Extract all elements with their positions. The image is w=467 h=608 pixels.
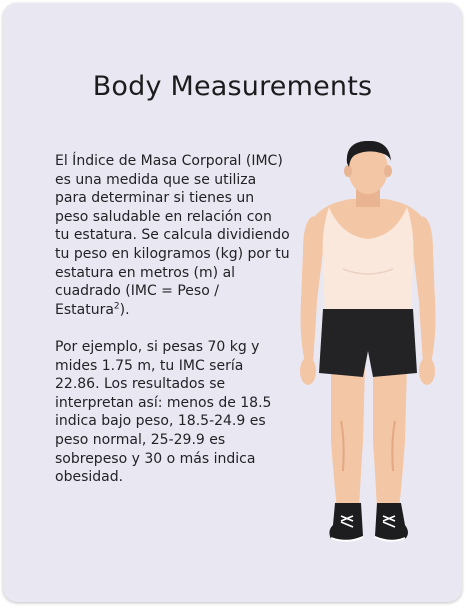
page-title: Body Measurements [92, 71, 373, 102]
bmi-definition-paragraph [55, 152, 290, 319]
shorts [319, 309, 417, 377]
bmi-definition-text: El Índice de Masa Corporal (IMC) es una medida que se utiliza para determinar si tienes un peso saludable en relación con tu estatura. Se calcula dividiendo tu peso en kilogramos (kg) por tu estatura en metros (m) al cuadrado (IMC = Peso / Estatura [55, 153, 290, 318]
man-standing-icon [293, 141, 443, 551]
bmi-description [55, 152, 290, 505]
bmi-definition-end: ). [119, 301, 130, 318]
bmi-example-paragraph: Por ejemplo, si pesas 70 kg y mides 1.75 m, tu IMC sería 22.86. Los resultados se interpretan así: menos de 18.5 indica bajo peso, 18.5-24.9 es peso normal, 25-29.9 es sobrepeso y 30 o más indica obesidad. [55, 338, 272, 486]
left-hand [300, 357, 316, 385]
left-shoe [329, 503, 363, 540]
measurement-card [3, 3, 462, 602]
right-hand [419, 357, 435, 385]
left-leg [331, 366, 365, 509]
right-shoe [375, 503, 408, 540]
man-illustration [293, 141, 443, 551]
right-leg [373, 366, 407, 509]
squared-superscript: 2 [113, 301, 120, 312]
